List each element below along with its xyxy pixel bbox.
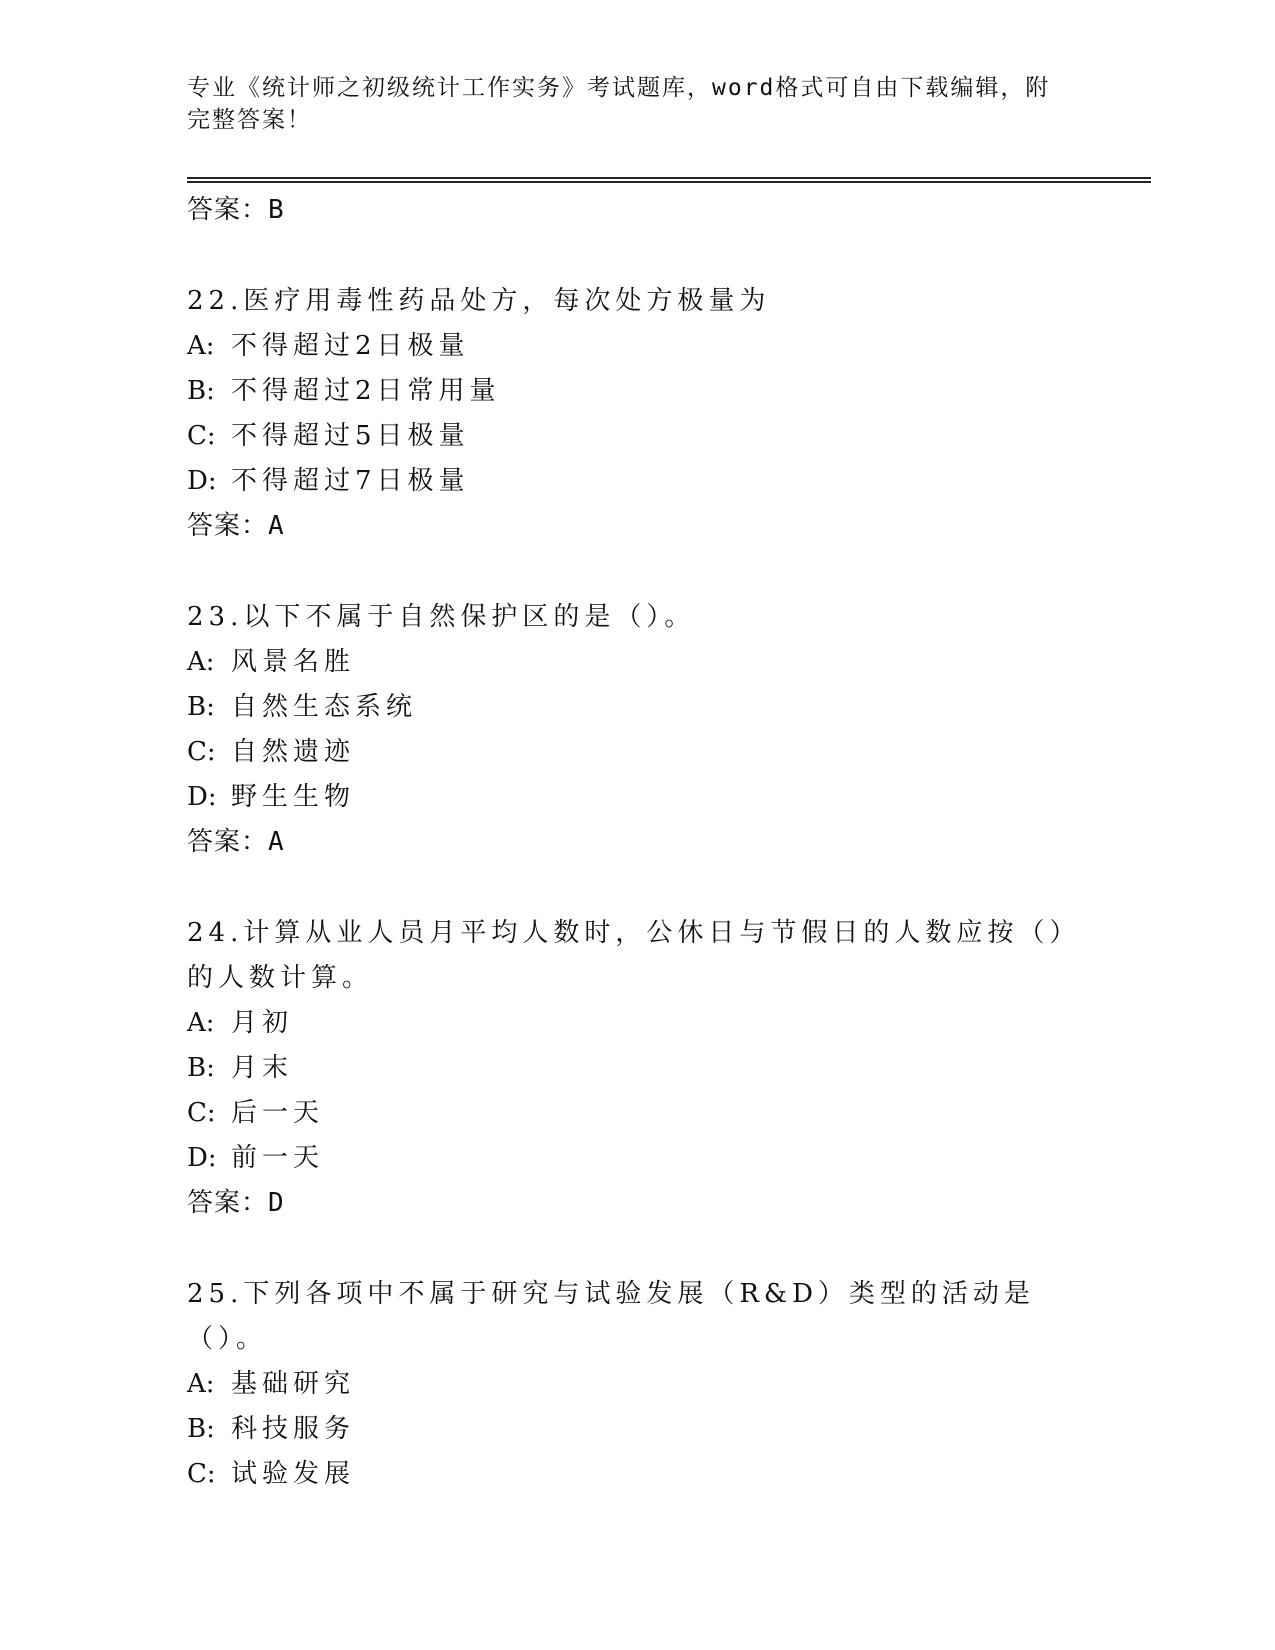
question-stem: 24.计算从业人员月平均人数时，公休日与节假日的人数应按（）的人数计算。 xyxy=(187,918,1068,993)
option-letter: B: xyxy=(187,376,215,406)
option-letter: C: xyxy=(187,1098,216,1128)
option-letter: C: xyxy=(187,737,216,767)
option-letter: B: xyxy=(187,1053,215,1083)
option-text: 月初 xyxy=(231,1008,294,1038)
question-23 xyxy=(187,595,1077,865)
option-letter: A: xyxy=(187,647,215,677)
header-divider xyxy=(187,177,1151,183)
option-c xyxy=(187,730,1077,775)
divider-line-top xyxy=(187,177,1151,179)
option-letter: A: xyxy=(187,1369,215,1399)
option-letter: A: xyxy=(187,331,215,361)
option-d xyxy=(187,1136,1077,1181)
option-b xyxy=(187,369,1077,414)
option-text: 后一天 xyxy=(231,1098,325,1128)
spacer xyxy=(187,549,1087,595)
option-text: 试验发展 xyxy=(231,1459,356,1489)
option-letter: D: xyxy=(187,466,217,496)
option-letter: B: xyxy=(187,1414,215,1444)
option-text: 风景名胜 xyxy=(231,647,356,677)
spacer xyxy=(187,865,1087,911)
option-c xyxy=(187,414,1077,459)
option-a xyxy=(187,1362,1077,1407)
option-c xyxy=(187,1452,1077,1497)
question-25 xyxy=(187,1272,1077,1497)
option-a xyxy=(187,1001,1077,1046)
answer-line: 答案：D xyxy=(187,1188,285,1218)
answer-line: 答案：B xyxy=(187,195,285,225)
option-d xyxy=(187,775,1077,820)
option-text: 科技服务 xyxy=(231,1414,356,1444)
option-text: 基础研究 xyxy=(231,1369,356,1399)
question-list xyxy=(187,188,1087,1497)
option-c xyxy=(187,1091,1077,1136)
question-22 xyxy=(187,279,1077,549)
answer-line: 答案：A xyxy=(187,827,285,857)
option-text: 前一天 xyxy=(231,1143,325,1173)
option-text: 不得超过2日常用量 xyxy=(231,376,501,406)
option-a xyxy=(187,324,1077,369)
question-24 xyxy=(187,911,1077,1226)
option-d xyxy=(187,459,1077,504)
option-text: 自然遗迹 xyxy=(231,737,356,767)
spacer xyxy=(187,233,1087,279)
option-text: 自然生态系统 xyxy=(231,692,418,722)
spacer xyxy=(187,1226,1087,1272)
option-letter: A: xyxy=(187,1008,215,1038)
option-b xyxy=(187,1407,1077,1452)
answer-line: 答案：A xyxy=(187,511,285,541)
option-letter: D: xyxy=(187,1143,217,1173)
option-text: 不得超过7日极量 xyxy=(231,466,470,496)
option-a xyxy=(187,640,1077,685)
option-text: 月末 xyxy=(231,1053,294,1083)
option-letter: C: xyxy=(187,421,216,451)
option-letter: D: xyxy=(187,782,217,812)
option-text: 野生生物 xyxy=(231,782,356,812)
option-letter: C: xyxy=(187,1459,216,1489)
option-text: 不得超过2日极量 xyxy=(231,331,470,361)
divider-line-bottom xyxy=(187,181,1151,183)
option-b xyxy=(187,685,1077,730)
option-letter: B: xyxy=(187,692,215,722)
question-stem: 22.医疗用毒性药品处方，每次处方极量为 xyxy=(187,286,771,316)
document-header: 专业《统计师之初级统计工作实务》考试题库，word格式可自由下载编辑，附完整答案！ xyxy=(187,75,1051,133)
question-stem: 25.下列各项中不属于研究与试验发展（R&D）类型的活动是（）。 xyxy=(187,1279,1035,1354)
option-text: 不得超过5日极量 xyxy=(231,421,470,451)
option-b xyxy=(187,1046,1077,1091)
question-stem: 23.以下不属于自然保护区的是（）。 xyxy=(187,602,696,632)
